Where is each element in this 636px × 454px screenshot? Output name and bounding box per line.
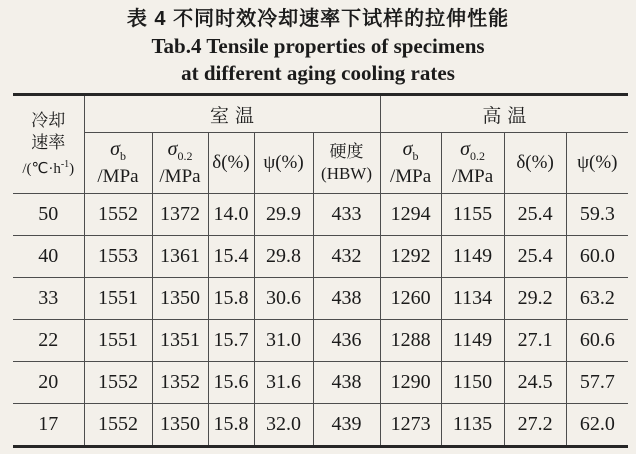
cell-value: 14.0 <box>208 194 254 236</box>
cell-value: 30.6 <box>254 278 313 320</box>
table-caption <box>0 0 636 87</box>
header-high-psi: ψ(%) <box>566 133 628 194</box>
cell-value: 1553 <box>84 236 152 278</box>
cell-value: 29.9 <box>254 194 313 236</box>
table-row <box>13 194 628 236</box>
cell-value: 439 <box>313 404 380 447</box>
caption-english-line1: Tab.4 Tensile properties of specimens <box>151 34 485 58</box>
cell-value: 60.6 <box>566 320 628 362</box>
tensile-properties-table <box>13 93 628 448</box>
cell-cooling-rate: 33 <box>13 278 84 320</box>
cell-value: 59.3 <box>566 194 628 236</box>
cell-value: 1350 <box>152 404 208 447</box>
cell-cooling-rate: 50 <box>13 194 84 236</box>
cell-value: 15.8 <box>208 404 254 447</box>
table-row <box>13 404 628 447</box>
cell-value: 436 <box>313 320 380 362</box>
header-high-delta: δ(%) <box>504 133 566 194</box>
cell-value: 60.0 <box>566 236 628 278</box>
cell-cooling-rate: 22 <box>13 320 84 362</box>
header-high-sigma-b: $\sigma_b$ /MPa <box>380 133 441 194</box>
cell-cooling-rate: 40 <box>13 236 84 278</box>
header-room-psi: ψ(%) <box>254 133 313 194</box>
caption-chinese: 表 4 不同时效冷却速率下试样的拉伸性能 <box>126 8 510 30</box>
group-header-high-temp: 高温 <box>380 95 628 133</box>
corner-unit: $/(℃\cdot h^{-1})$ <box>22 158 75 177</box>
cell-value: 1361 <box>152 236 208 278</box>
cell-value: 1134 <box>441 278 504 320</box>
cell-value: 15.4 <box>208 236 254 278</box>
cell-value: 438 <box>313 278 380 320</box>
cell-value: 24.5 <box>504 362 566 404</box>
cell-value: 1150 <box>441 362 504 404</box>
cell-value: 1288 <box>380 320 441 362</box>
cell-value: 1290 <box>380 362 441 404</box>
cell-value: 25.4 <box>504 236 566 278</box>
cell-value: 1352 <box>152 362 208 404</box>
cell-cooling-rate: 20 <box>13 362 84 404</box>
cell-value: 1350 <box>152 278 208 320</box>
cell-value: 15.6 <box>208 362 254 404</box>
cell-value: 29.2 <box>504 278 566 320</box>
cell-value: 1552 <box>84 194 152 236</box>
cell-value: 62.0 <box>566 404 628 447</box>
corner-line2: 速率 <box>31 132 66 152</box>
cell-value: 27.1 <box>504 320 566 362</box>
cell-value: 31.0 <box>254 320 313 362</box>
cell-value: 1552 <box>84 362 152 404</box>
cell-value: 15.7 <box>208 320 254 362</box>
corner-header-cooling-rate <box>13 95 84 194</box>
corner-line1: 冷却 <box>31 110 66 130</box>
cell-value: 432 <box>313 236 380 278</box>
cell-value: 438 <box>313 362 380 404</box>
cell-value: 63.2 <box>566 278 628 320</box>
sub-header-row <box>13 133 628 194</box>
cell-value: 1552 <box>84 404 152 447</box>
cell-value: 1372 <box>152 194 208 236</box>
table-row <box>13 320 628 362</box>
cell-value: 57.7 <box>566 362 628 404</box>
header-room-sigma-b: $\sigma_b$ /MPa <box>84 133 152 194</box>
cell-value: 1260 <box>380 278 441 320</box>
cell-value: 1351 <box>152 320 208 362</box>
header-room-delta: δ(%) <box>208 133 254 194</box>
cell-value: 1292 <box>380 236 441 278</box>
cell-value: 15.8 <box>208 278 254 320</box>
table-row <box>13 362 628 404</box>
caption-english-line2: at different aging cooling rates <box>181 61 455 85</box>
cell-value: 29.8 <box>254 236 313 278</box>
table-row <box>13 278 628 320</box>
cell-value: 1155 <box>441 194 504 236</box>
cell-value: 1551 <box>84 320 152 362</box>
cell-value: 25.4 <box>504 194 566 236</box>
header-room-sigma-02: $\sigma_{0.2}$ /MPa <box>152 133 208 194</box>
cell-value: 1294 <box>380 194 441 236</box>
cell-value: 31.6 <box>254 362 313 404</box>
cell-value: 1149 <box>441 320 504 362</box>
cell-value: 1149 <box>441 236 504 278</box>
cell-value: 1551 <box>84 278 152 320</box>
header-high-sigma-02: $\sigma_{0.2}$ /MPa <box>441 133 504 194</box>
cell-value: 27.2 <box>504 404 566 447</box>
cell-value: 1135 <box>441 404 504 447</box>
table-row <box>13 236 628 278</box>
header-room-hardness: 硬度 (HBW) <box>313 133 380 194</box>
cell-value: 32.0 <box>254 404 313 447</box>
cell-value: 1273 <box>380 404 441 447</box>
cell-value: 433 <box>313 194 380 236</box>
group-header-room-temp: 室温 <box>84 95 380 133</box>
group-header-row <box>13 95 628 133</box>
cell-cooling-rate: 17 <box>13 404 84 447</box>
